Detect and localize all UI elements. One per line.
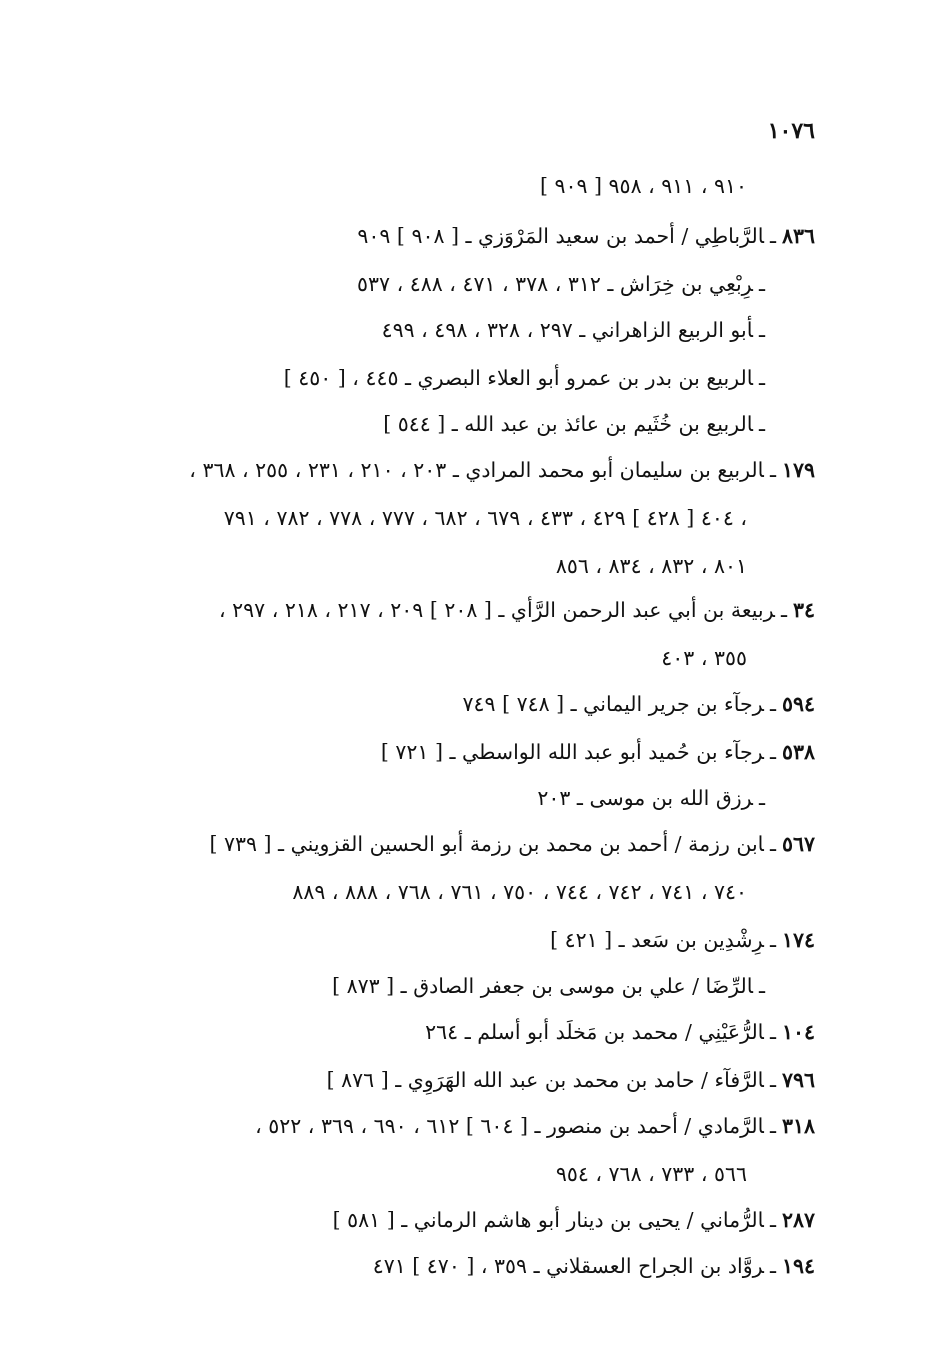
entry-number: ٢٨٧ <box>781 1208 815 1232</box>
entry-text: الربيع بن خُثَيم بن عائذ بن عبد الله ـ [ ٥٤٤ ] <box>383 412 753 436</box>
list-item <box>333 1206 815 1234</box>
entry-text: [ ٩٠٩ ] ٩١٠ ، ٩١١ ، ٩٥٨ <box>539 174 747 198</box>
entry-text: رجآء بن حُميد أبو عبد الله الواسطي ـ [ ٧٢١ ] <box>380 740 764 764</box>
list-item <box>540 172 747 200</box>
entry-number: ٣١٨ <box>781 1114 815 1138</box>
entry-dash: ـ <box>758 974 765 998</box>
entry-text: ٣٥٥ ، ٤٠٣ <box>661 646 747 670</box>
list-item <box>381 738 815 766</box>
list-item <box>556 552 747 580</box>
entry-number: ١٧٤ <box>781 928 815 952</box>
list-item <box>327 1066 815 1094</box>
list-item <box>382 316 765 344</box>
entry-text: الرَّمادي / أحمد بن منصور ـ [ ٦٠٤ ] ٦١٢ ، ٦٩٠ ، ٣٦٩ ، ٥٢٢ ، <box>255 1114 764 1138</box>
entry-text: ربيعة بن أبي عبد الرحمن الرَّأي ـ [ ٢٠٨ ] ٢٠٩ ، ٢١٧ ، ٢١٨ ، ٢٩٧ ، <box>219 598 775 622</box>
list-item <box>357 222 815 250</box>
entry-number: ١٩٤ <box>781 1254 815 1278</box>
entry-dash: ـ <box>769 224 776 248</box>
entry-text: روَّاد بن الجراح العسقلاني ـ ٣٥٩ ، [ ٤٧٠ ] ٤٧١ <box>372 1254 764 1278</box>
entry-text: الرَّباطِي / أحمد بن سعيد المَرْوَزي ـ [ ٩٠٨ ] ٩٠٩ <box>357 224 764 248</box>
list-item <box>332 972 765 1000</box>
entry-number: ٧٩٦ <box>781 1068 815 1092</box>
list-item <box>537 784 765 812</box>
page-number: ١٠٧٦ <box>767 118 815 144</box>
entry-dash: ـ <box>769 740 776 764</box>
entry-number: ٥٩٤ <box>781 692 815 716</box>
entry-dash: ـ <box>758 366 765 390</box>
entry-dash: ـ <box>769 1114 776 1138</box>
entry-dash: ـ <box>769 692 776 716</box>
list-item <box>292 878 747 906</box>
entry-dash: ـ <box>758 786 765 810</box>
entry-text: الرُّماني / يحيى بن دينار أبو هاشم الرماني ـ [ ٥٨١ ] <box>332 1208 764 1232</box>
entry-number: ١٧٩ <box>781 458 815 482</box>
entry-text: الربيع بن سليمان أبو محمد المرادي ـ ٢٠٣ ، ٢١٠ ، ٢٣١ ، ٢٥٥ ، ٣٦٨ ، <box>189 458 764 482</box>
list-item <box>219 596 815 624</box>
entry-number: ١٠٤ <box>781 1020 815 1044</box>
entry-number: ٥٣٨ <box>781 740 815 764</box>
entry-text: الرُّعَيْنِي / محمد بن مَخلَد أبو أسلم ـ ٢٦٤ <box>425 1020 764 1044</box>
entry-text: ابن رزمة / أحمد بن محمد بن رزمة أبو الحسين القزويني ـ [ ٧٣٩ ] <box>209 832 764 856</box>
entry-dash: ـ <box>769 1254 776 1278</box>
entry-dash: ـ <box>780 598 787 622</box>
entry-dash: ـ <box>758 318 765 342</box>
entry-dash: ـ <box>758 412 765 436</box>
entry-dash: ـ <box>758 272 765 296</box>
list-item <box>661 644 747 672</box>
entry-text: الرِّضَا / علي بن موسى بن جعفر الصادق ـ [ ٨٧٣ ] <box>332 974 753 998</box>
book-page <box>100 0 815 1363</box>
list-item <box>284 364 765 392</box>
entry-text: ٥٦٦ ، ٧٣٣ ، ٧٦٨ ، ٩٥٤ <box>555 1162 747 1186</box>
list-item <box>373 1252 815 1280</box>
entry-dash: ـ <box>769 1208 776 1232</box>
list-item <box>189 456 815 484</box>
entry-text: رِبْعِي بن خِرَاش ـ ٣١٢ ، ٣٧٨ ، ٤٧١ ، ٤٨٨ ، ٥٣٧ <box>357 272 753 296</box>
list-item <box>556 1160 747 1188</box>
entry-dash: ـ <box>769 832 776 856</box>
list-item <box>209 830 815 858</box>
list-item <box>463 690 816 718</box>
list-item <box>224 504 747 532</box>
list-item <box>383 410 765 438</box>
entry-text: الرَّفآء / حامد بن محمد بن عبد الله الهَرَوِي ـ [ ٨٧٦ ] <box>326 1068 764 1092</box>
entry-dash: ـ <box>769 458 776 482</box>
entry-text: ٤٠٤ [ ٤٢٨ ] ٤٢٩ ، ٤٣٣ ، ٦٧٩ ، ٦٨٢ ، ٧٧٧ ، ٧٧٨ ، ٧٨٢ ، ٧٩١ ، <box>223 506 747 530</box>
list-item <box>255 1112 815 1140</box>
entry-dash: ـ <box>769 1068 776 1092</box>
entry-text: أبو الربيع الزاهراني ـ ٢٩٧ ، ٣٢٨ ، ٤٩٨ ، ٤٩٩ <box>381 318 753 342</box>
entry-dash: ـ <box>769 1020 776 1044</box>
entry-number: ٨٣٦ <box>781 224 815 248</box>
entry-dash: ـ <box>769 928 776 952</box>
entry-number: ٥٦٧ <box>781 832 815 856</box>
list-item <box>425 1018 815 1046</box>
entry-text: الربيع بن بدر بن عمرو أبو العلاء البصري ـ ٤٤٥ ، [ ٤٥٠ ] <box>283 366 753 390</box>
entry-text: رزق الله بن موسى ـ ٢٠٣ <box>537 786 753 810</box>
entry-text: ٧٤٠ ، ٧٤١ ، ٧٤٢ ، ٧٤٤ ، ٧٥٠ ، ٧٦١ ، ٧٦٨ ، ٨٨٨ ، ٨٨٩ <box>292 880 747 904</box>
entry-text: رجآء بن جرير اليماني ـ [ ٧٤٨ ] ٧٤٩ <box>462 692 764 716</box>
list-item <box>550 926 815 954</box>
entry-text: ٨٠١ ، ٨٣٢ ، ٨٣٤ ، ٨٥٦ <box>555 554 747 578</box>
entry-number: ٣٤ <box>792 598 815 622</box>
list-item <box>357 270 765 298</box>
entry-text: رِشْدِين بن سَعد ـ [ ٤٢١ ] <box>550 928 764 952</box>
